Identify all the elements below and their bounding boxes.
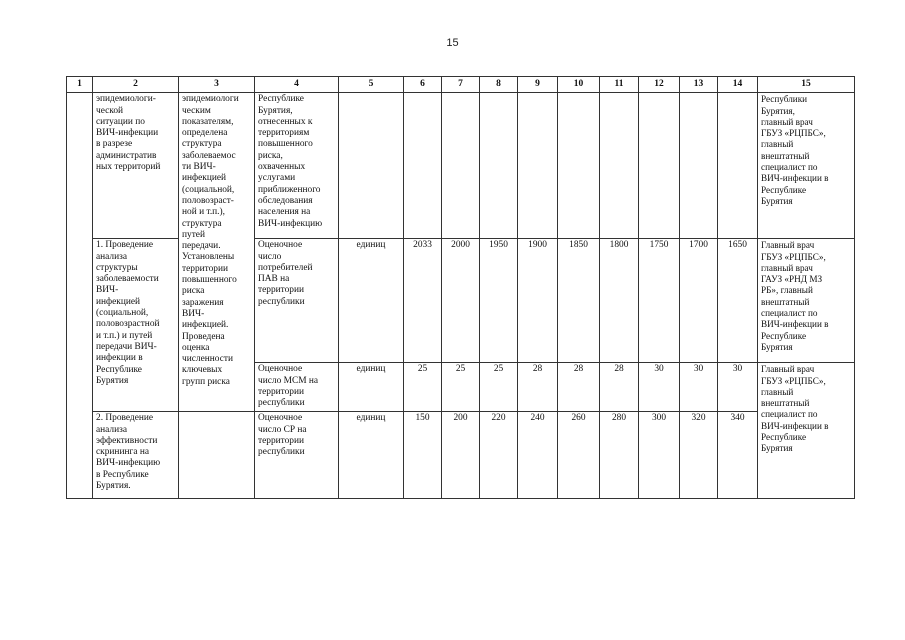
header-cell: 15 [758, 77, 855, 93]
indicator-cell: Оценочное число потребителей ПАВ на территории республики [255, 239, 339, 363]
header-cell: 11 [600, 77, 639, 93]
header-cell: 14 [718, 77, 758, 93]
header-cell: 2 [93, 77, 179, 93]
value-cell [480, 93, 518, 239]
value-cell: 340 [718, 412, 758, 499]
header-cell: 8 [480, 77, 518, 93]
value-cell [404, 93, 442, 239]
value-cell: 1750 [639, 239, 680, 363]
value-cell: 200 [442, 412, 480, 499]
result-cell: эпидемиологи ческим показателям, определена структура заболеваемос ти ВИЧ- инфекцией (социальной, половозраст- ной и т.п.), структура путей передачи. Установлены территории повышенного риска заражения ВИЧ- инфекцией. Проведена оценка численности ключевых групп риска [179, 93, 255, 412]
unit-cell [339, 93, 404, 239]
header-cell: 4 [255, 77, 339, 93]
value-cell: 30 [680, 363, 718, 412]
value-cell: 2033 [404, 239, 442, 363]
value-cell: 320 [680, 412, 718, 499]
value-cell: 1650 [718, 239, 758, 363]
header-cell: 3 [179, 77, 255, 93]
activity-cell: 2. Проведение анализа эффективности скрининга на ВИЧ-инфекцию в Республике Бурятия. [93, 412, 179, 499]
value-cell: 30 [639, 363, 680, 412]
value-cell [639, 93, 680, 239]
header-cell: 5 [339, 77, 404, 93]
value-cell: 1800 [600, 239, 639, 363]
value-cell [680, 93, 718, 239]
value-cell: 25 [480, 363, 518, 412]
value-cell [718, 93, 758, 239]
activity-cell: эпидемиологи- ческой ситуации по ВИЧ-инфекции в разрезе административ ных территорий [93, 93, 179, 239]
unit-cell: единиц [339, 363, 404, 412]
responsible-cell: Республики Бурятия, главный врач ГБУЗ «РЦПБС», главный внештатный специалист по ВИЧ-инфекции в Республике Бурятия [758, 93, 855, 239]
value-cell: 1950 [480, 239, 518, 363]
value-cell [518, 93, 558, 239]
value-cell: 150 [404, 412, 442, 499]
value-cell: 1900 [518, 239, 558, 363]
value-cell: 28 [600, 363, 639, 412]
unit-cell: единиц [339, 412, 404, 499]
row-number-cell [67, 93, 93, 499]
header-row [67, 77, 855, 93]
value-cell: 25 [442, 363, 480, 412]
responsible-cell: Главный врач ГБУЗ «РЦПБС», главный внештатный специалист по ВИЧ-инфекции в Республике Бурятия [758, 363, 855, 499]
value-cell: 30 [718, 363, 758, 412]
result-cell [179, 412, 255, 499]
value-cell: 28 [518, 363, 558, 412]
unit-cell: единиц [339, 239, 404, 363]
value-cell: 280 [600, 412, 639, 499]
activity-cell: 1. Проведение анализа структуры заболеваемости ВИЧ- инфекцией (социальной, половозрастной и т.п.) и путей передачи ВИЧ- инфекции в Республике Бурятия [93, 239, 179, 412]
plan-table [66, 76, 855, 499]
value-cell: 300 [639, 412, 680, 499]
header-cell: 6 [404, 77, 442, 93]
indicator-cell: Республике Бурятия, отнесенных к территориям повышенного риска, охваченных услугами приближенного обследования населения на ВИЧ-инфекцию [255, 93, 339, 239]
value-cell [600, 93, 639, 239]
responsible-cell: Главный врач ГБУЗ «РЦПБС», главный врач ГАУЗ «РНД МЗ РБ», главный внештатный специалист по ВИЧ-инфекции в Республике Бурятия [758, 239, 855, 363]
value-cell: 28 [558, 363, 600, 412]
value-cell: 25 [404, 363, 442, 412]
header-cell: 10 [558, 77, 600, 93]
indicator-cell: Оценочное число СР на территории республики [255, 412, 339, 499]
value-cell: 1700 [680, 239, 718, 363]
table-row-continuation [67, 93, 855, 239]
table-row [67, 412, 855, 499]
page-number: 15 [446, 37, 459, 49]
header-cell: 9 [518, 77, 558, 93]
header-cell: 12 [639, 77, 680, 93]
value-cell: 260 [558, 412, 600, 499]
value-cell: 240 [518, 412, 558, 499]
value-cell [442, 93, 480, 239]
header-cell: 13 [680, 77, 718, 93]
header-cell: 7 [442, 77, 480, 93]
value-cell: 220 [480, 412, 518, 499]
value-cell [558, 93, 600, 239]
header-cell: 1 [67, 77, 93, 93]
value-cell: 2000 [442, 239, 480, 363]
value-cell: 1850 [558, 239, 600, 363]
indicator-cell: Оценочное число МСМ на территории республики [255, 363, 339, 412]
